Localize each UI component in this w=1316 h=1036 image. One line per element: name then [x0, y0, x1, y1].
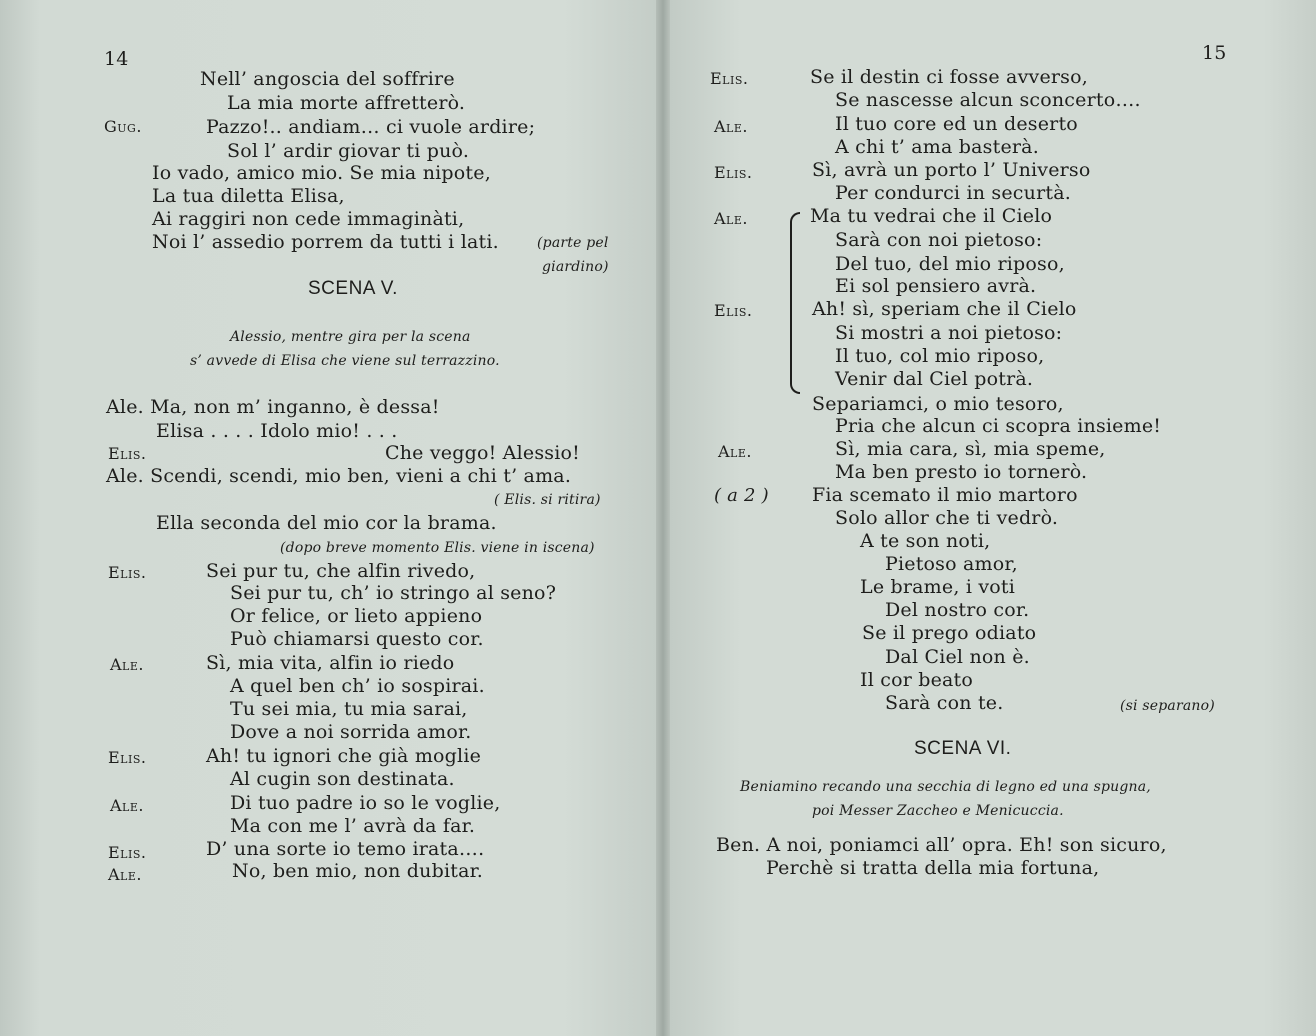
- text-line: Pazzo!.. andiam… ci vuole ardire;: [206, 116, 536, 138]
- text-line: Ella seconda del mio cor la brama.: [156, 512, 497, 534]
- text-line: Al cugin son destinata.: [230, 768, 455, 790]
- text-line: Dal Ciel non è.: [885, 646, 1030, 668]
- text-line: Ei sol pensiero avrà.: [835, 275, 1037, 297]
- text-line: Pria che alcun ci scopra insieme!: [835, 415, 1162, 437]
- text-line: Sì, mia vita, alfin io riedo: [206, 652, 455, 674]
- page-number: 14: [104, 48, 129, 70]
- text-line: Il cor beato: [860, 669, 974, 691]
- text-line: Il tuo, col mio riposo,: [835, 345, 1045, 367]
- text-line: Sarà con te.: [885, 692, 1004, 714]
- duet-brace: [790, 212, 800, 394]
- text-line: Ma ben presto io tornerò.: [835, 461, 1088, 483]
- text-line: Ale.: [714, 117, 748, 136]
- text-line: Sì, mia cara, sì, mia speme,: [835, 438, 1106, 460]
- text-line: Beniamino recando una secchia di legno ed una spugna,: [740, 779, 1151, 795]
- text-line: La tua diletta Elisa,: [152, 185, 345, 207]
- text-line: Nell’ angoscia del soffrire: [200, 68, 455, 90]
- text-line: SCENA VI.: [914, 738, 1012, 759]
- text-line: Si mostri a noi pietoso:: [835, 322, 1063, 344]
- text-line: Elis.: [108, 748, 147, 767]
- text-line: A quel ben ch’ io sospirai.: [230, 675, 485, 697]
- text-line: Io vado, amico mio. Se mia nipote,: [152, 162, 491, 184]
- text-line: Del nostro cor.: [885, 599, 1030, 621]
- text-line: Ale.: [110, 655, 144, 674]
- text-line: s’ avvede di Elisa che viene sul terrazzino.: [190, 353, 500, 369]
- text-line: Sol l’ ardir giovar ti può.: [227, 140, 470, 162]
- right-page: [662, 0, 1316, 1036]
- text-line: (parte pel: [537, 235, 609, 251]
- text-line: Or felice, or lieto appieno: [230, 605, 483, 627]
- text-line: Separiamci, o mio tesoro,: [812, 393, 1064, 415]
- text-line: Tu sei mia, tu mia sarai,: [230, 698, 468, 720]
- text-line: Elis.: [714, 163, 753, 182]
- text-line: La mia morte affretterò.: [227, 92, 466, 114]
- text-line: Ale.: [718, 442, 752, 461]
- text-line: Ale.: [110, 796, 144, 815]
- text-line: poi Messer Zaccheo e Menicuccia.: [812, 803, 1064, 819]
- text-line: Noi l’ assedio porrem da tutti i lati.: [152, 231, 499, 253]
- text-line: Ai raggiri non cede immaginàti,: [152, 208, 465, 230]
- page-number: 15: [1202, 42, 1227, 64]
- text-line: Elis.: [108, 444, 147, 463]
- text-line: Elis.: [108, 843, 147, 862]
- text-line: D’ una sorte io temo irata….: [206, 838, 485, 860]
- text-line: Ale.: [108, 865, 142, 884]
- book-spine: [656, 0, 670, 1036]
- text-line: Per condurci in securtà.: [835, 182, 1071, 204]
- text-line: Gug.: [104, 117, 142, 136]
- text-line: Dove a noi sorrida amor.: [230, 721, 472, 743]
- text-line: A te son noti,: [860, 530, 991, 552]
- text-line: (dopo breve momento Elis. viene in iscena): [280, 540, 595, 556]
- text-line: Perchè si tratta della mia fortuna,: [766, 857, 1100, 879]
- text-line: giardino): [542, 259, 609, 275]
- text-line: Ale. Scendi, scendi, mio ben, vieni a chi t’ ama.: [106, 465, 572, 487]
- text-line: Elisa . . . . Idolo mio! . . .: [156, 420, 398, 442]
- text-line: A chi t’ ama basterà.: [835, 136, 1039, 158]
- text-line: Sarà con noi pietoso:: [835, 229, 1043, 251]
- text-line: Se nascesse alcun sconcerto….: [835, 89, 1141, 111]
- text-line: Ale.: [714, 209, 748, 228]
- text-line: Ah! sì, speriam che il Cielo: [812, 298, 1077, 320]
- text-line: (si separano): [1120, 698, 1215, 714]
- text-line: Pietoso amor,: [885, 553, 1018, 575]
- text-line: Del tuo, del mio riposo,: [835, 253, 1065, 275]
- text-line: Sì, avrà un porto l’ Universo: [812, 159, 1091, 181]
- text-line: Ben. A noi, poniamci all’ opra. Eh! son sicuro,: [716, 834, 1167, 856]
- text-line: Il tuo core ed un deserto: [835, 113, 1078, 135]
- text-line: Ma tu vedrai che il Cielo: [810, 205, 1053, 227]
- text-line: Sei pur tu, che alfin rivedo,: [206, 560, 476, 582]
- text-line: Fia scemato il mio martoro: [812, 484, 1078, 506]
- text-line: Se il prego odiato: [862, 622, 1037, 644]
- text-line: Se il destin ci fosse avverso,: [810, 66, 1089, 88]
- text-line: Elis.: [108, 563, 147, 582]
- text-line: ( a 2 ): [714, 485, 769, 506]
- text-line: Elis.: [710, 69, 749, 88]
- text-line: Può chiamarsi questo cor.: [230, 628, 484, 650]
- text-line: Sei pur tu, ch’ io stringo al seno?: [230, 582, 557, 604]
- text-line: Ah! tu ignori che già moglie: [206, 745, 482, 767]
- text-line: Ale. Ma, non m’ inganno, è dessa!: [106, 396, 440, 418]
- text-line: Ma con me l’ avrà da far.: [230, 815, 476, 837]
- text-line: Di tuo padre io so le voglie,: [230, 792, 501, 814]
- text-line: Solo allor che ti vedrò.: [835, 507, 1059, 529]
- text-line: No, ben mio, non dubitar.: [232, 860, 484, 882]
- text-line: Venir dal Ciel potrà.: [835, 368, 1034, 390]
- text-line: Elis.: [714, 301, 753, 320]
- text-line: Le brame, i voti: [860, 576, 1016, 598]
- text-line: ( Elis. si ritira): [494, 492, 601, 508]
- text-line: SCENA V.: [308, 278, 398, 299]
- text-line: Che veggo! Alessio!: [385, 442, 580, 464]
- text-line: Alessio, mentre gira per la scena: [230, 329, 471, 345]
